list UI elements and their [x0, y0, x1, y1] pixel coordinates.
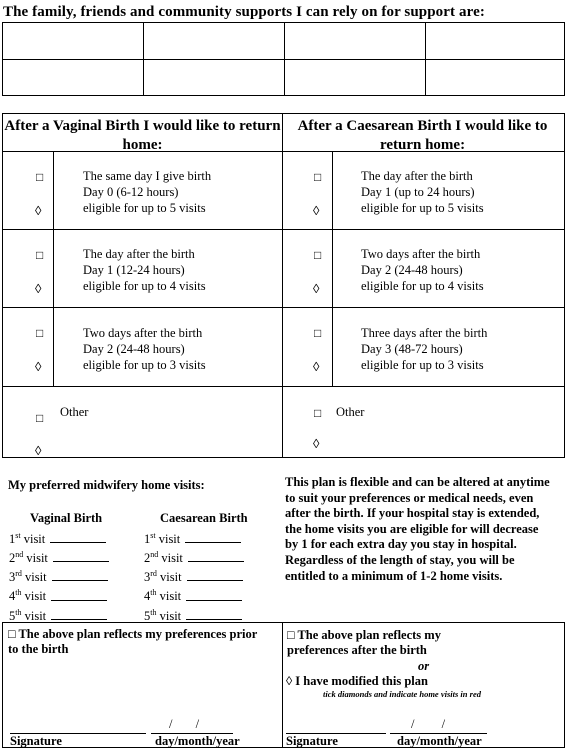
checkbox-square-icon[interactable]: □ — [314, 170, 322, 184]
checkbox-diamond-icon[interactable]: ◊ — [35, 203, 42, 218]
checkbox-square-icon[interactable]: □ — [36, 248, 44, 262]
visit-row: 2nd visit — [144, 547, 244, 566]
checkbox-diamond-icon[interactable]: ◊ — [313, 281, 320, 296]
supports-cell[interactable] — [3, 23, 144, 60]
visit-blank[interactable] — [50, 532, 106, 543]
visit-row: 1st visit — [9, 528, 109, 547]
home-visits-heading: My preferred midwifery home visits: — [8, 478, 205, 492]
checkbox-square-icon[interactable]: □ — [314, 248, 322, 262]
supports-cell[interactable] — [285, 60, 426, 95]
caesarean-heading: After a Caesarean Birth I would like to return home: — [297, 118, 548, 153]
signature-label: Signature — [286, 734, 338, 748]
visit-row: 4th visit — [144, 585, 244, 604]
caesarean-visit-list — [144, 528, 244, 624]
checkbox-diamond-icon[interactable]: ◊ — [35, 443, 42, 458]
checkbox-square-icon[interactable]: □ — [36, 411, 44, 425]
supports-cell[interactable] — [426, 23, 564, 60]
supports-cell[interactable] — [144, 60, 285, 95]
caesarean-option-3: Three days after the birth Day 3 (48-72 hours) eligible for up to 3 visits — [361, 326, 488, 372]
vaginal-visits-label: Vaginal Birth — [30, 511, 103, 525]
vaginal-option-other: Other — [60, 405, 89, 419]
modified-plan-statement[interactable]: ◊ I have modified this plan — [286, 674, 428, 688]
date-label: day/month/year — [397, 734, 482, 748]
vaginal-option-1: The same day I give birth Day 0 (6-12 hours) eligible for up to 5 visits — [83, 169, 212, 215]
visit-blank[interactable] — [53, 551, 109, 562]
checkbox-diamond-icon[interactable]: ◊ — [35, 359, 42, 374]
vaginal-option-2: The day after the birth Day 1 (12-24 hours) eligible for up to 4 visits — [83, 247, 206, 293]
checkbox-diamond-icon[interactable]: ◊ — [313, 359, 320, 374]
checkbox-diamond-icon[interactable]: ◊ — [313, 436, 320, 451]
visit-blank[interactable] — [186, 590, 242, 601]
visit-blank[interactable] — [52, 570, 108, 581]
checkbox-square-icon[interactable]: □ — [314, 406, 322, 420]
date-slashes: / / — [411, 717, 446, 731]
checkbox-square-icon[interactable]: □ — [314, 326, 322, 340]
vaginal-visit-list — [9, 528, 109, 624]
visit-blank[interactable] — [51, 609, 107, 620]
visit-row: 4th visit — [9, 585, 109, 604]
visit-row: 5th visit — [9, 605, 109, 624]
visit-row: 2nd visit — [9, 547, 109, 566]
after-birth-statement[interactable]: □ The above plan reflects my preferences after the birth — [287, 628, 441, 657]
supports-cell[interactable] — [285, 23, 426, 60]
date-label: day/month/year — [155, 734, 240, 748]
visit-blank[interactable] — [187, 570, 243, 581]
caesarean-option-2: Two days after the birth Day 2 (24-48 hours) eligible for up to 4 visits — [361, 247, 484, 293]
supports-cell[interactable] — [3, 60, 144, 95]
visit-blank[interactable] — [188, 551, 244, 562]
checkbox-diamond-icon[interactable]: ◊ — [35, 281, 42, 296]
caesarean-visits-label: Caesarean Birth — [160, 511, 248, 525]
visit-row: 5th visit — [144, 605, 244, 624]
checkbox-square-icon[interactable]: □ — [36, 326, 44, 340]
supports-cell[interactable] — [144, 23, 285, 60]
plan-flexibility-note: This plan is flexible and can be altered at anytime to suit your preferences or medical needs, even after the birth. If your hospital stay is extended, the home visits you are eligible for will decrease by 1 for each extra day you stay in hospital. Regardless of the length of stay, you will be entitled to a minimum of 1-2 home visits. — [285, 475, 550, 583]
visit-row: 3rd visit — [9, 566, 109, 585]
checkbox-diamond-icon[interactable]: ◊ — [313, 203, 320, 218]
prior-birth-statement[interactable]: □ The above plan reflects my preferences prior to the birth — [8, 627, 258, 656]
or-text: or — [418, 659, 430, 673]
vaginal-heading: After a Vaginal Birth I would like to return home: — [4, 118, 281, 153]
tick-note: tick diamonds and indicate home visits in red — [323, 689, 481, 699]
visit-row: 1st visit — [144, 528, 244, 547]
checkbox-square-icon[interactable]: □ — [36, 170, 44, 184]
return-home-table — [2, 113, 565, 458]
caesarean-option-other: Other — [336, 405, 365, 419]
visit-blank[interactable] — [185, 532, 241, 543]
visit-blank[interactable] — [186, 609, 242, 620]
visit-row: 3rd visit — [144, 566, 244, 585]
visit-blank[interactable] — [51, 590, 107, 601]
supports-table — [2, 22, 565, 96]
supports-cell[interactable] — [426, 60, 564, 95]
vaginal-option-3: Two days after the birth Day 2 (24-48 hours) eligible for up to 3 visits — [83, 326, 206, 372]
date-slashes: / / — [169, 717, 200, 731]
caesarean-option-1: The day after the birth Day 1 (up to 24 hours) eligible for up to 5 visits — [361, 169, 484, 215]
supports-title: The family, friends and community supports I can rely on for support are: — [3, 4, 485, 20]
signoff-box — [2, 622, 565, 748]
signature-label: Signature — [10, 734, 62, 748]
